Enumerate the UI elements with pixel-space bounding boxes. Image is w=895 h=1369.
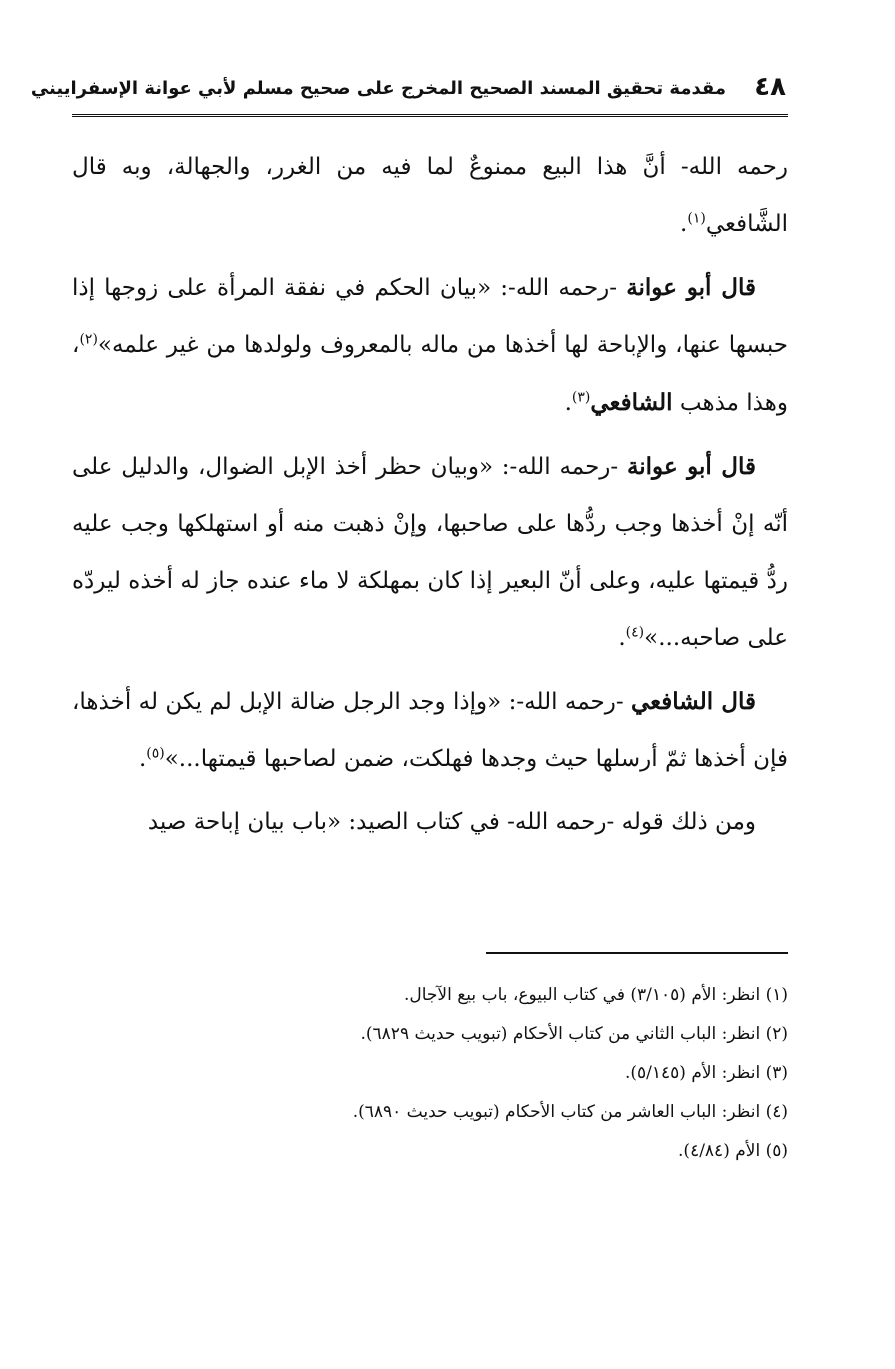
paragraph-text: -رحمه الله-: «وإذا وجد الرجل ضالة الإبل لم يكن له أخذها، فإن أخذها ثمّ أرسلها حيث وجدها فهلكت، ضمن لصاحبها قيمتها...»: [72, 689, 788, 772]
bold-name: الشافعي: [590, 389, 673, 416]
paragraph-1: [72, 139, 788, 253]
footnote-3: (٣) انظر: الأم (٥/١٤٥).: [624, 1063, 788, 1083]
footnotes: [72, 976, 788, 1171]
page-header: [30, 70, 788, 117]
footnote-4: (٤) انظر: الباب العاشر من كتاب الأحكام (تبويب حديث ٦٨٩٠).: [352, 1102, 788, 1122]
footnote-ref-2: (٢): [79, 331, 98, 348]
paragraph-mid: ، وهذا مذهب: [72, 332, 788, 416]
speaker-name: قال الشافعي: [631, 688, 757, 715]
paragraph-text: -رحمه الله-: «وبيان حظر أخذ الإبل الضوال، والدليل على أنّه إنْ أخذها وجب ردُّها على صاحبها، وإنْ ذهبت منه أو استهلكها وجب عليه ردُّ قيمتها عليه، وعلى أنّ البعير إذا كان بمهلكة لا ماء عنده جاز له أخذه ليردّه على صاحبه...»: [72, 454, 788, 651]
footnote-1: (١) انظر: الأم (٣/١٠٥) في كتاب البيوع، باب بيع الآجال.: [403, 985, 788, 1005]
footnote-ref-1: (١): [687, 210, 706, 227]
paragraph-tail: .: [680, 211, 688, 237]
footnote-ref-5: (٥): [146, 745, 165, 762]
footnote-2: (٢) انظر: الباب الثاني من كتاب الأحكام (تبويب حديث ٦٨٢٩).: [360, 1024, 788, 1044]
page: [30, 70, 788, 1161]
paragraph-text: -رحمه الله-: «بيان الحكم في نفقة المرأة على زوجها إذا حبسها عنها، والإباحة لها أخذها من ماله بالمعروف ولولدها من غير علمه»: [72, 275, 788, 358]
paragraph-4: [72, 673, 788, 788]
page-number: ٤٨: [754, 72, 786, 102]
speaker-name: قال أبو عوانة: [626, 453, 756, 480]
footnote-ref-4: (٤): [625, 624, 645, 641]
main-text: [72, 139, 788, 851]
footnote-ref-3: (٣): [571, 389, 591, 406]
speaker-name: قال أبو عوانة: [626, 274, 756, 301]
paragraph-tail: .: [618, 625, 626, 651]
paragraph-5: [72, 794, 788, 851]
paragraph-text: رحمه الله- أنَّ هذا البيع ممنوعٌ لما فيه من الغرر، والجهالة، وبه قال الشَّافعي: [72, 154, 788, 237]
paragraph-tail: .: [564, 390, 572, 416]
paragraph-text: ومن ذلك قوله -رحمه الله- في كتاب الصيد: «باب بيان إباحة صيد: [147, 809, 756, 835]
running-title: مقدمة تحقيق المسند الصحيح المخرج على صحيح مسلم لأبي عوانة الإسفراييني: [30, 78, 726, 99]
paragraph-2: [72, 259, 788, 432]
paragraph-3: [72, 438, 788, 667]
footnote-separator: [486, 952, 788, 954]
paragraph-tail: .: [138, 746, 147, 772]
footnote-5: (٥) الأم (٤/٨٤).: [678, 1141, 788, 1161]
